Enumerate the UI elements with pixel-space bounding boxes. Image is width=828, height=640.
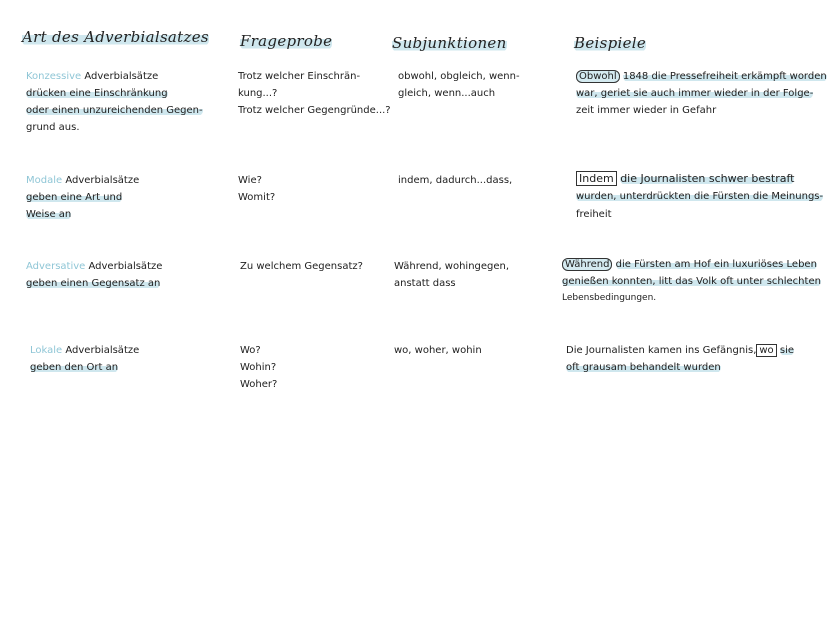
row3-questions bbox=[240, 258, 363, 275]
row4-example-pre: Die Journalisten kamen ins Gefängnis, bbox=[566, 345, 757, 356]
row1-conjunction: obwohl, obgleich, wenn- bbox=[398, 71, 520, 82]
row1-type-line: oder einen unzureichenden Gegen- bbox=[26, 105, 203, 116]
row1-type-line: drücken eine Einschränkung bbox=[26, 88, 168, 99]
row2-type-line: Weise an bbox=[26, 209, 72, 220]
row1-question: Trotz welcher Gegengründe...? bbox=[238, 105, 391, 116]
row1-type-line: grund aus. bbox=[26, 122, 80, 133]
row1-example-line: war, geriet sie auch immer wieder in der Folge- bbox=[576, 88, 814, 99]
row3-example bbox=[562, 256, 821, 307]
row1-conjunction: gleich, wenn...auch bbox=[398, 88, 496, 99]
row4-conjunctions bbox=[394, 342, 482, 359]
row2-question: Womit? bbox=[238, 192, 276, 203]
row3-type-line: Adverbialsätze bbox=[88, 261, 163, 272]
row1-question: Trotz welcher Einschrän- bbox=[238, 71, 361, 82]
header-frageprobe: Frageprobe bbox=[240, 32, 333, 50]
row1-example-box: Obwohl bbox=[576, 70, 620, 83]
row2-example-line: wurden, unterdrückten die Fürsten die Meinungs- bbox=[576, 191, 824, 202]
row3-example-line: Lebensbedingungen. bbox=[562, 293, 657, 303]
row1-type bbox=[26, 68, 203, 136]
row1-conjunctions bbox=[398, 68, 520, 102]
row3-question: Zu welchem Gegensatz? bbox=[240, 261, 363, 272]
row1-example bbox=[576, 68, 827, 119]
row4-example-line: oft grausam behandelt wurden bbox=[566, 362, 721, 373]
row2-question: Wie? bbox=[238, 175, 262, 186]
row3-example-box: Während bbox=[562, 258, 612, 271]
row2-example bbox=[576, 170, 823, 224]
row4-question: Wo? bbox=[240, 345, 261, 356]
row1-questions bbox=[238, 68, 391, 119]
row4-example bbox=[566, 342, 794, 376]
row1-keyword: Konzessive bbox=[26, 71, 82, 82]
row2-example-box: Indem bbox=[576, 171, 617, 186]
row3-conjunctions bbox=[394, 258, 509, 292]
row2-type-line: geben eine Art und bbox=[26, 192, 123, 203]
header-subjunktionen: Subjunktionen bbox=[392, 34, 507, 52]
row1-example-line: 1848 die Pressefreiheit erkämpft worden bbox=[622, 71, 827, 82]
row4-type-line: Adverbialsätze bbox=[65, 345, 140, 356]
row4-conjunction: wo, woher, wohin bbox=[394, 345, 482, 356]
row2-conjunction: indem, dadurch...dass, bbox=[398, 175, 513, 186]
header-beispiele: Beispiele bbox=[574, 34, 647, 52]
row2-keyword: Modale bbox=[26, 175, 63, 186]
row4-keyword: Lokale bbox=[30, 345, 63, 356]
row2-type bbox=[26, 172, 196, 223]
row4-question: Wohin? bbox=[240, 362, 277, 373]
row3-type-line: geben einen Gegensatz an bbox=[26, 278, 161, 289]
row2-conjunctions bbox=[398, 172, 512, 189]
row2-example-line: die Journalisten schwer bestraft bbox=[620, 172, 795, 185]
row4-type-line: geben den Ort an bbox=[30, 362, 119, 373]
row4-example-line: sie bbox=[779, 345, 794, 356]
row4-question: Woher? bbox=[240, 379, 278, 390]
header-art: Art des Adverbialsatzes bbox=[22, 28, 209, 46]
row2-questions bbox=[238, 172, 275, 206]
row4-example-box: wo bbox=[756, 344, 776, 357]
row3-conjunction: anstatt dass bbox=[394, 278, 456, 289]
row3-keyword: Adversative bbox=[26, 261, 86, 272]
row3-conjunction: Während, wohingegen, bbox=[394, 261, 510, 272]
row2-type-line: Adverbialsätze bbox=[65, 175, 140, 186]
row1-question: kung...? bbox=[238, 88, 278, 99]
row1-example-line: zeit immer wieder in Gefahr bbox=[576, 105, 717, 116]
row4-questions bbox=[240, 342, 277, 393]
row3-example-line: die Fürsten am Hof ein luxuriöses Leben bbox=[615, 259, 817, 270]
row1-type-line: Adverbialsätze bbox=[84, 71, 159, 82]
row4-type bbox=[30, 342, 200, 376]
row3-type bbox=[26, 258, 196, 292]
row2-example-line: freiheit bbox=[576, 209, 612, 220]
row3-example-line: genießen konnten, litt das Volk oft unter schlechten bbox=[562, 276, 821, 287]
